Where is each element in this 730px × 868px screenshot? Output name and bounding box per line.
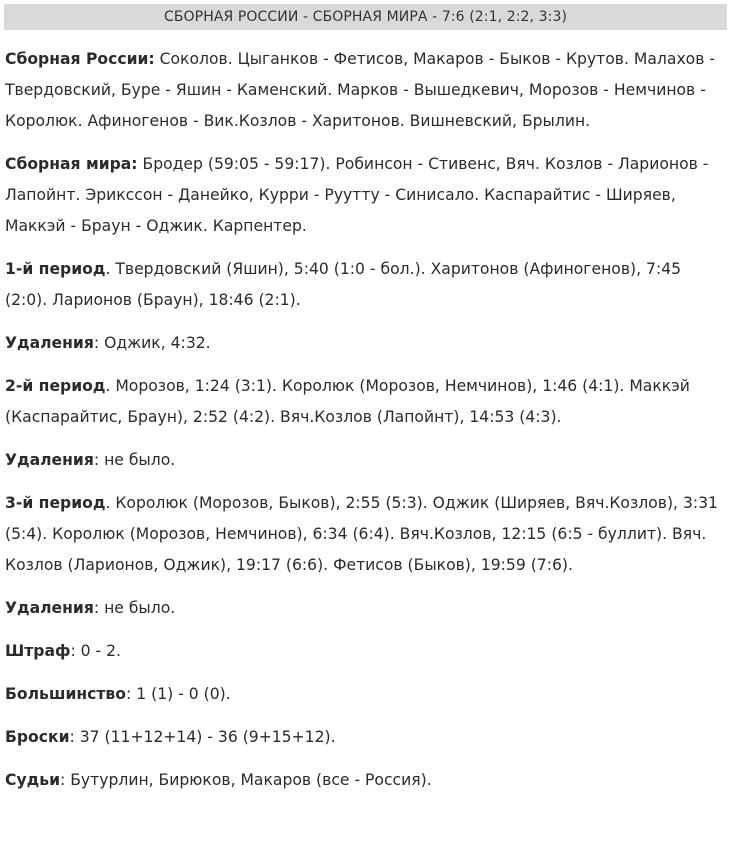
penalty-minutes <box>5 636 725 667</box>
period-1-penalties <box>5 328 725 359</box>
section-label: 2-й период <box>5 377 106 395</box>
section-label: Большинство <box>5 685 127 703</box>
section-label: Сборная России: <box>5 50 155 68</box>
power-play <box>5 679 725 710</box>
section-label: Броски <box>5 728 70 746</box>
match-title-bar <box>4 4 727 30</box>
period-2-goals <box>5 371 725 433</box>
section-text: . Твердовский (Яшин), 5:40 (1:0 - бол.). Харитонов (Афиногенов), 7:45 (2:0). Ларионов (Браун), 18:46 (2:1). <box>5 260 682 309</box>
world-lineup <box>5 149 725 242</box>
section-label: Удаления <box>5 451 94 469</box>
period-3-penalties <box>5 593 725 624</box>
section-text: : Бутурлин, Бирюков, Макаров (все - Россия). <box>60 771 432 789</box>
section-label: Штраф <box>5 642 71 660</box>
referees <box>5 765 725 796</box>
period-2-penalties <box>5 445 725 476</box>
section-label: Сборная мира: <box>5 155 138 173</box>
section-label: Удаления <box>5 599 94 617</box>
russia-lineup <box>5 44 725 137</box>
section-text: : не было. <box>93 451 176 469</box>
section-text: . Морозов, 1:24 (3:1). Королюк (Морозов, Немчинов), 1:46 (4:1). Маккэй (Каспарайтис, Браун), 2:52 (4:2). Вяч.Козлов (Лапойнт), 14:53 (4:3). <box>5 377 690 426</box>
period-3-goals <box>5 488 725 581</box>
period-1-goals <box>5 254 725 316</box>
section-text: Бродер (59:05 - 59:17). Робинсон - Стивенс, Вяч. Козлов - Ларионов - Лапойнт. Эрикссон - Данейко, Курри - Руутту - Синисало. Каспарайтис - Ширяев, Маккэй - Браун - Оджик. Карпентер. <box>5 155 709 235</box>
section-text: : Оджик, 4:32. <box>93 334 211 352</box>
shots <box>5 722 725 753</box>
section-label: 1-й период <box>5 260 106 278</box>
section-label: Удаления <box>5 334 94 352</box>
section-text: Соколов. Цыганков - Фетисов, Макаров - Быков - Крутов. Малахов - Твердовский, Буре - Яшин - Каменский. Марков - Вышедкевич, Морозов - Немчинов - Королюк. Афиногенов - Вик.Козлов - Харитонов. Вишневский, Брылин. <box>5 50 715 130</box>
match-report <box>5 44 725 808</box>
section-label: 3-й период <box>5 494 106 512</box>
match-title: СБОРНАЯ РОССИИ - СБОРНАЯ МИРА - 7:6 (2:1, 2:2, 3:3) <box>163 9 568 25</box>
section-text: : 0 - 2. <box>70 642 122 660</box>
section-text: : не было. <box>93 599 176 617</box>
section-text: : 1 (1) - 0 (0). <box>126 685 231 703</box>
section-label: Судьи <box>5 771 60 789</box>
section-text: . Королюк (Морозов, Быков), 2:55 (5:3). Оджик (Ширяев, Вяч.Козлов), 3:31 (5:4). Королюк (Морозов, Немчинов), 6:34 (6:4). Вяч.Козлов, 12:15 (6:5 - буллит). Вяч. Козлов (Ларионов, Оджик), 19:17 (6:6). Фетисов (Быков), 19:59 (7:6). <box>5 494 718 574</box>
section-text: : 37 (11+12+14) - 36 (9+15+12). <box>69 728 336 746</box>
